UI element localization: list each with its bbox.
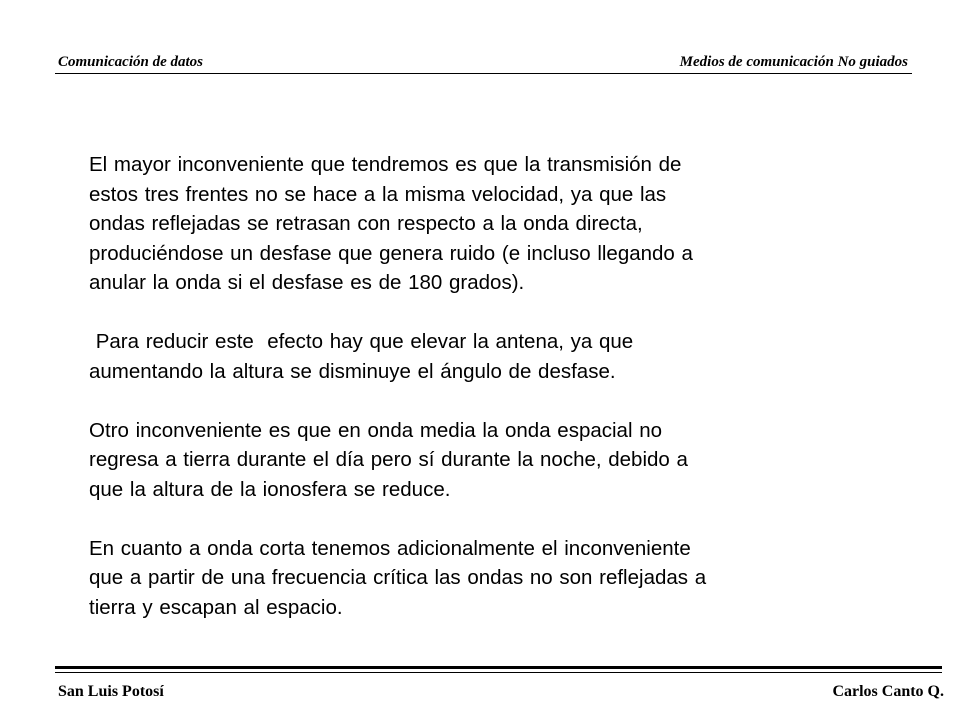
text-line: anular la onda si el desfase es de 180 grados). [89,271,525,294]
paragraph-gap [89,504,829,534]
text-line: ondas reflejadas se retrasan con respecto a la onda directa, [89,212,643,235]
paragraph-1 [89,150,829,298]
footer-location: San Luis Potosí [58,683,164,700]
text-line: Otro inconveniente es que en onda media la onda espacial no [89,418,663,442]
text-line: aumentando la altura se disminuye el ángulo de desfase. [89,359,616,383]
footer-divider-thin [55,672,942,673]
text-line: regresa a tierra durante el día pero sí durante la noche, debido a [89,448,688,471]
header-divider [55,73,912,74]
paragraph-4 [89,534,829,623]
paragraph-gap [89,386,829,416]
text-line: El mayor inconveniente que tendremos es que la transmisión de [89,153,682,176]
text-line: estos tres frentes no se hace a la misma velocidad, ya que las [89,182,667,206]
header-course-title: Comunicación de datos [58,54,204,70]
header-topic-title: Medios de comunicación No guiados [679,54,908,70]
paragraph-3 [89,416,829,505]
footer-divider-thick [55,666,942,669]
text-line: En cuanto a onda corta tenemos adicionalmente el inconveniente [89,536,691,560]
text-line: Para reducir este efecto hay que elevar la antena, ya que [89,330,634,353]
text-line: que la altura de la ionosfera se reduce. [89,477,451,501]
paragraph-gap [89,298,829,328]
paragraph-2 [89,327,829,386]
text-line: tierra y escapan al espacio. [89,595,343,619]
slide-body [89,150,829,622]
text-line: que a partir de una frecuencia crítica las ondas no son reflejadas a [89,566,707,589]
footer-author: Carlos Canto Q. [832,683,944,700]
text-line: produciéndose un desfase que genera ruido (e incluso llegando a [89,241,693,265]
